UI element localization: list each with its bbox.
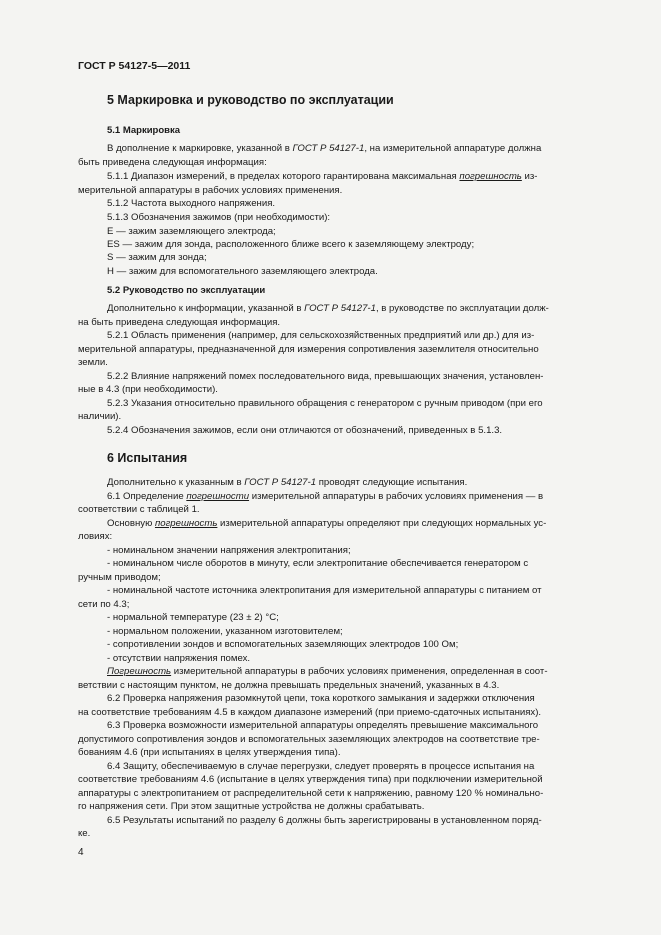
bullet-interference: - отсутствии напряжения помех.	[107, 653, 251, 664]
s51-intro-line-2: быть приведена следующая информация:	[78, 157, 267, 168]
bullet-rpm-line-1: - номинальном числе оборотов в минуту, если электропитание обеспечивается генератором с	[107, 558, 529, 569]
error-para-line-2: ветствии с настоящим пунктом, не должна превышать предельных значений, указанных в 4.3.	[78, 680, 500, 691]
s511-line-1: 5.1.1 Диапазон измерений, в пределах которого гарантирована максимальная погрешность из-	[107, 171, 538, 182]
s52-intro-line-1: Дополнительно к информации, указанной в ГОСТ Р 54127-1, в руководстве по эксплуатации долж-	[107, 303, 549, 314]
s521-line-2: мерительной аппаратуры, предназначенной для измерения сопротивления заземлителя относительно	[78, 344, 539, 355]
bullet-position: - нормальном положении, указанном изготовителем;	[107, 626, 343, 637]
s62-line-1: 6.2 Проверка напряжения разомкнутой цепи, тока короткого замыкания и задержки отключения	[107, 693, 535, 704]
s65-line-1: 6.5 Результаты испытаний по разделу 6 должны быть зарегистрированы в установленном поряд-	[107, 815, 542, 826]
bullet-rpm-line-2: ручным приводом;	[78, 572, 161, 583]
bullet-temperature: - нормальной температуре (23 ± 2) °С;	[107, 612, 279, 623]
s521-line-1: 5.2.1 Область применения (например, для сельскохозяйственных предприятий или др.) для из-	[107, 330, 535, 341]
s523-line-2: наличии).	[78, 411, 122, 422]
s62-line-2: на соответствие требованиям 4.5 в каждом диапазоне измерений (при приемо-сдаточных испытаниях).	[78, 707, 542, 718]
s64-line-2: соответствие требованиям 4.6 (испытание в целях утверждения типа) при подключении измерительной	[78, 774, 543, 785]
s51-intro-line-1: В дополнение к маркировке, указанной в ГОСТ Р 54127-1, на измерительной аппаратуре должна	[107, 143, 542, 154]
section-5-title: 5 Маркировка и руководство по эксплуатации	[107, 93, 394, 107]
term-e: E — зажим заземляющего электрода;	[107, 226, 276, 237]
s523-line-1: 5.2.3 Указания относительно правильного обращения с генератором с ручным приводом (при его	[107, 398, 543, 409]
s522-line-2: ные в 4.3 (при необходимости).	[78, 384, 218, 395]
s522-line-1: 5.2.2 Влияние напряжений помех последовательного вида, превышающих значения, установлен-	[107, 371, 544, 382]
s63-line-2: допустимого сопротивления зондов и вспомогательных заземляющих электродов на соответствие тре-	[78, 734, 540, 745]
error-para-line-1: Погрешность измерительной аппаратуры в рабочих условиях применения, определенная в соот-	[107, 666, 548, 677]
bullet-frequency-line-2: сети по 4.3;	[78, 599, 130, 610]
s521-line-3: земли.	[78, 357, 108, 368]
s61-line-1: 6.1 Определение погрешности измерительной аппаратуры в рабочих условиях применения — в	[107, 491, 544, 502]
bullet-resistance: - сопротивлении зондов и вспомогательных заземляющих электродов 100 Ом;	[107, 639, 459, 650]
s524: 5.2.4 Обозначения зажимов, если они отличаются от обозначений, приведенных в 5.1.3.	[107, 425, 503, 436]
s64-line-3: аппаратуры с электропитанием от распределительной сети к напряжению, равному 120 % номинально-	[78, 788, 544, 799]
bullet-voltage: - номинальном значении напряжения электропитания;	[107, 545, 351, 556]
document-header: ГОСТ Р 54127-5—2011	[78, 60, 191, 72]
s6-intro: Дополнительно к указанным в ГОСТ Р 54127-1 проводят следующие испытания.	[107, 477, 468, 488]
section-5-1-title: 5.1 Маркировка	[107, 125, 181, 136]
s511-line-2: мерительной аппаратуры в рабочих условиях применения.	[78, 185, 343, 196]
bullet-frequency-line-1: - номинальной частоте источника электропитания для измерительной аппаратуры с питанием от	[107, 585, 542, 596]
s64-line-1: 6.4 Защиту, обеспечиваемую в случае перегрузки, следует проверять в процессе испытания на	[107, 761, 535, 772]
section-6-title: 6 Испытания	[107, 451, 188, 465]
s61p-line-1: Основную погрешность измерительной аппаратуры определяют при следующих нормальных ус-	[107, 518, 547, 529]
term-es: ES — зажим для зонда, расположенного ближе всего к заземляющему электроду;	[107, 239, 475, 250]
s64-line-4: го напряжения сети. При этом защитные устройства не должны срабатывать.	[78, 801, 425, 812]
s63-line-1: 6.3 Проверка возможности измерительной аппаратуры определять превышение максимального	[107, 720, 539, 731]
term-s: S — зажим для зонда;	[107, 252, 207, 263]
s63-line-3: бованиям 4.6 (при испытаниях в целях утверждения типа).	[78, 747, 341, 758]
s65-line-2: ке.	[78, 828, 91, 839]
s61-line-2: соответствии с таблицей 1.	[78, 504, 200, 515]
page-number: 4	[78, 847, 84, 858]
term-h: H — зажим для вспомогательного заземляющего электрода.	[107, 266, 378, 277]
section-5-2-title: 5.2 Руководство по эксплуатации	[107, 285, 266, 296]
s52-intro-line-2: на быть приведена следующая информация.	[78, 317, 281, 328]
s61p-line-2: ловиях:	[78, 531, 113, 542]
s512: 5.1.2 Частота выходного напряжения.	[107, 198, 276, 209]
s513: 5.1.3 Обозначения зажимов (при необходимости):	[107, 212, 331, 223]
